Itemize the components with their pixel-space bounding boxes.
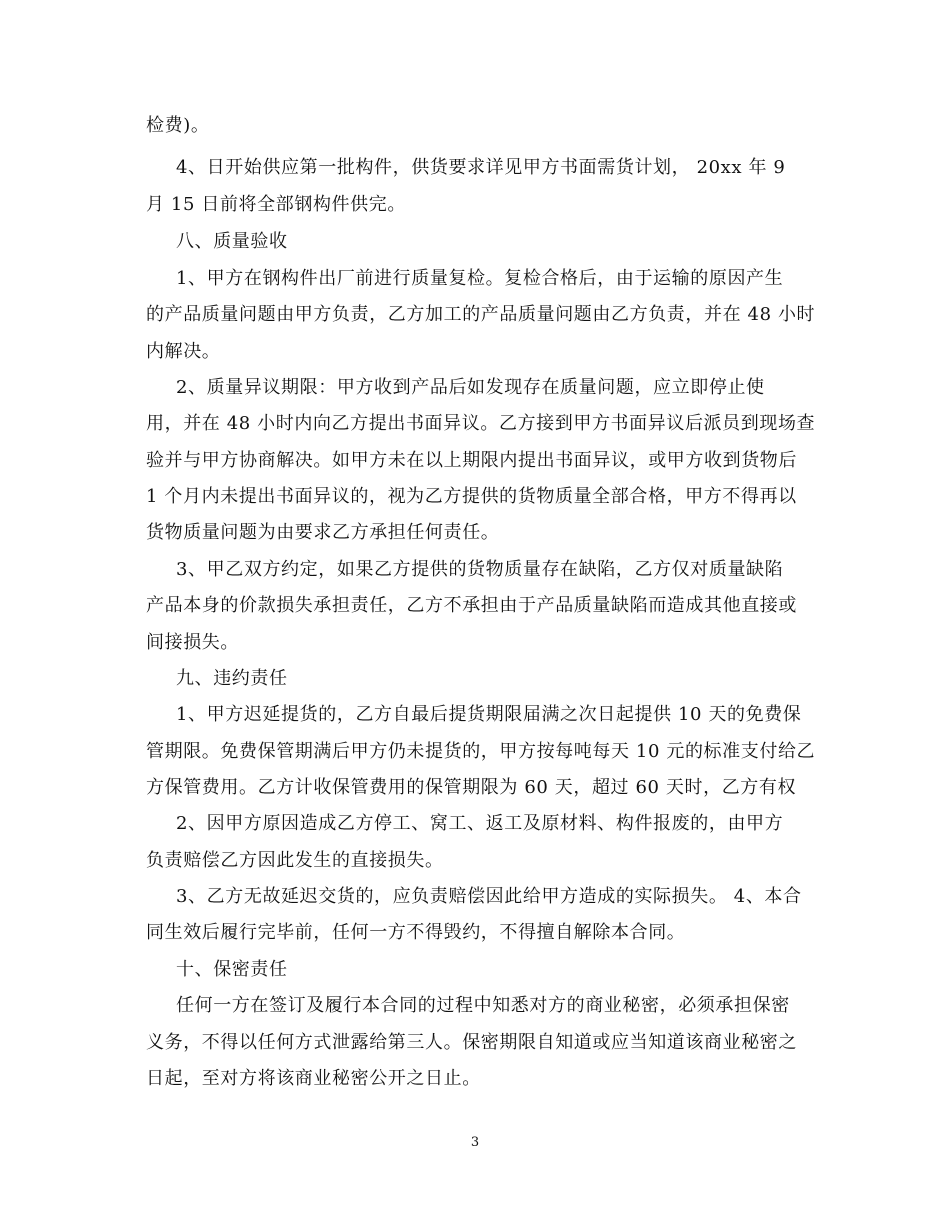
- text-line: 1、甲方在钢构件出厂前进行质量复检。复检合格后，由于运输的原因产生: [176, 268, 784, 289]
- page-number: 3: [470, 1135, 480, 1150]
- text-line: 月 15 日前将全部钢构件供完。: [146, 194, 406, 215]
- text-line: 管期限。免费保管期满后甲方仍未提货的，甲方按每吨每天 10 元的标准支付给乙: [146, 741, 816, 762]
- section-heading: 八、质量验收: [176, 231, 288, 252]
- text-line: 的产品质量问题由甲方负责，乙方加工的产品质量问题由乙方负责，并在 48 小时: [146, 304, 816, 325]
- text-line: 货物质量问题为由要求乙方承担任何责任。: [146, 522, 500, 543]
- text-line: 3、甲乙双方约定，如果乙方提供的货物质量存在缺陷，乙方仅对质量缺陷: [176, 559, 784, 580]
- text-line: 4、日开始供应第一批构件，供货要求详见甲方书面需货计划， 20xx 年 9: [176, 157, 786, 178]
- text-line: 1 个月内未提出书面异议的，视为乙方提供的货物质量全部合格，甲方不得再以: [146, 486, 797, 507]
- text-line: 义务，不得以任何方式泄露给第三人。保密期限自知道或应当知道该商业秘密之: [146, 1032, 797, 1053]
- text-line: 产品本身的价款损失承担责任，乙方不承担由于产品质量缺陷而造成其他直接或: [146, 595, 797, 616]
- text-line: 2、质量异议期限：甲方收到产品后如发现存在质量问题，应立即停止使: [176, 377, 765, 398]
- text-line: 2、因甲方原因造成乙方停工、窝工、返工及原材料、构件报废的，由甲方: [176, 813, 784, 834]
- text-line: 1、甲方迟延提货的，乙方自最后提货期限届满之次日起提供 10 天的免费保: [176, 704, 802, 725]
- text-line: 检费)。: [146, 115, 210, 136]
- text-line: 日起，至对方将该商业秘密公开之日止。: [146, 1068, 481, 1089]
- text-line: 负责赔偿乙方因此发生的直接损失。: [146, 850, 444, 871]
- text-line: 用，并在 48 小时内向乙方提出书面异议。乙方接到甲方书面异议后派员到现场查: [146, 413, 816, 434]
- text-line: 验并与甲方协商解决。如甲方未在以上期限内提出书面异议，或甲方收到货物后: [146, 450, 797, 471]
- text-line: 方保管费用。乙方计收保管费用的保管期限为 60 天，超过 60 天时，乙方有权: [146, 777, 797, 798]
- section-heading: 九、违约责任: [176, 668, 288, 689]
- text-line: 内解决。: [146, 341, 221, 362]
- text-line: 3、乙方无故延迟交货的，应负责赔偿因此给甲方造成的实际损失。 4、本合: [176, 886, 802, 907]
- text-line: 间接损失。: [146, 632, 239, 653]
- text-line: 任何一方在签订及履行本合同的过程中知悉对方的商业秘密，必须承担保密: [176, 995, 790, 1016]
- section-heading: 十、保密责任: [176, 959, 288, 980]
- text-line: 同生效后履行完毕前，任何一方不得毁约，不得擅自解除本合同。: [146, 922, 686, 943]
